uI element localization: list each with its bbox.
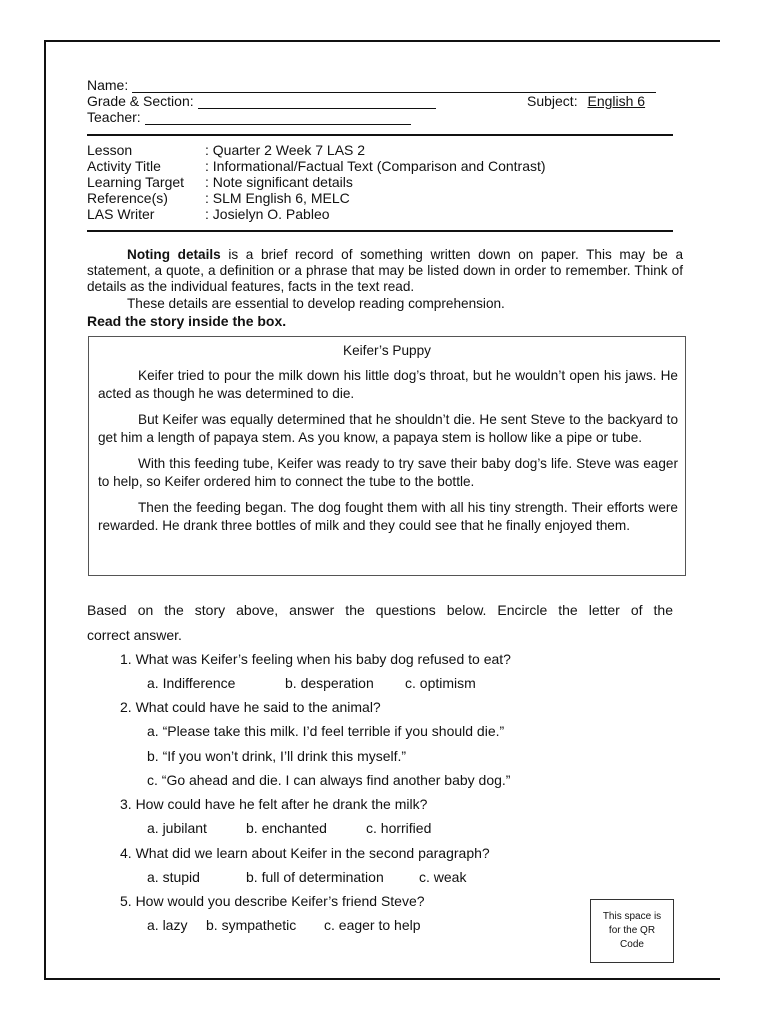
meta-row-references: Reference(s) : SLM English 6, MELC — [87, 190, 350, 206]
q3-option-c[interactable]: c. horrified — [366, 820, 432, 836]
name-label: Name: — [87, 77, 129, 93]
lesson-meta — [87, 142, 546, 222]
question-2: 2. What could have he said to the animal? — [120, 699, 381, 715]
story-paragraph: Then the feeding began. The dog fought them with all his tiny strength. Their efforts were rewarded. He drank three bottles of milk and they could see that he finally enjoyed them. — [98, 500, 678, 533]
qr-text-line: This space is — [602, 911, 662, 922]
intro-paragraph-2: These details are essential to develop reading comprehension. — [127, 295, 505, 311]
teacher-field — [87, 109, 411, 125]
question-4: 4. What did we learn about Keifer in the second paragraph? — [120, 845, 490, 861]
header-divider — [87, 134, 673, 136]
q5-option-a[interactable]: a. lazy — [147, 917, 188, 933]
qr-code-placeholder — [590, 899, 674, 963]
intro-term: Noting details — [127, 247, 221, 262]
question-3: 3. How could have he felt after he drank the milk? — [120, 796, 428, 812]
name-blank[interactable] — [132, 78, 656, 93]
question-1: 1. What was Keifer’s feeling when his baby dog refused to eat? — [120, 651, 511, 667]
page-border-top — [44, 40, 720, 42]
q3-option-a[interactable]: a. jubilant — [147, 820, 207, 836]
q2-option-b[interactable]: b. “If you won’t drink, I’ll drink this myself.” — [147, 748, 407, 764]
q2-option-c[interactable]: c. “Go ahead and die. I can always find another baby dog.” — [147, 772, 511, 788]
grade-section-field — [87, 93, 436, 109]
story-instruction: Read the story inside the box. — [87, 312, 287, 329]
qr-text-line: for the QR — [608, 925, 656, 936]
teacher-blank[interactable] — [145, 110, 411, 125]
subject-value: English 6 — [587, 93, 646, 109]
story-title: Keifer’s Puppy — [343, 343, 431, 358]
meta-row-activity-title: Activity Title : Informational/Factual Text (Comparison and Contrast) — [87, 158, 546, 174]
q4-option-a[interactable]: a. stupid — [147, 869, 200, 885]
question-5: 5. How would you describe Keifer’s friend Steve? — [120, 893, 425, 909]
intro-section — [87, 247, 683, 329]
page-border-left — [44, 40, 46, 980]
story-paragraph: With this feeding tube, Keifer was ready to try save their baby dog’s life. Steve was eager to help, so Keifer ordered him to connect the tube to the bottle. — [98, 456, 678, 489]
meta-row-learning-target: Learning Target : Note significant details — [87, 174, 353, 190]
q1-option-c[interactable]: c. optimism — [405, 675, 476, 691]
page-border-bottom — [44, 978, 720, 980]
name-field — [87, 77, 656, 93]
intro-paragraph: Noting details is a brief record of something written down on paper. This may be a statement, a quote, a definition or a phrase that may be listed down in order to remember. Think of details as the individual features, facts in the text read. — [87, 247, 684, 295]
subject-label: Subject: — [527, 93, 578, 109]
grade-section-blank[interactable] — [198, 94, 436, 109]
q5-option-c[interactable]: c. eager to help — [324, 917, 421, 933]
q3-option-b[interactable]: b. enchanted — [246, 820, 327, 836]
teacher-label: Teacher: — [87, 109, 141, 125]
q4-option-c[interactable]: c. weak — [419, 869, 467, 885]
story-box — [88, 336, 686, 576]
meta-row-lesson: Lesson : Quarter 2 Week 7 LAS 2 — [87, 142, 366, 158]
qr-text-line: Code — [620, 939, 644, 950]
questions-instructions: Based on the story above, answer the questions below. Encircle the letter of the — [87, 602, 673, 618]
story-paragraph: But Keifer was equally determined that he shouldn’t die. He sent Steve to the backyard to get him a length of papaya stem. As you know, a papaya stem is hollow like a pipe or tube. — [98, 412, 678, 445]
meta-row-las-writer: LAS Writer : Josielyn O. Pableo — [87, 206, 330, 222]
meta-divider — [87, 230, 673, 232]
subject-field — [527, 93, 645, 109]
grade-section-label: Grade & Section: — [87, 93, 194, 109]
q4-option-b[interactable]: b. full of determination — [246, 869, 384, 885]
story-text — [98, 367, 678, 543]
q1-option-a[interactable]: a. Indifference — [147, 675, 236, 691]
q1-option-b[interactable]: b. desperation — [285, 675, 374, 691]
q2-option-a[interactable]: a. “Please take this milk. I’d feel terrible if you should die.” — [147, 723, 505, 739]
story-paragraph: Keifer tried to pour the milk down his little dog’s throat, but he wouldn’t open his jaws. He acted as though he was determined to die. — [98, 368, 678, 401]
questions-instructions-2: correct answer. — [87, 627, 182, 643]
q5-option-b[interactable]: b. sympathetic — [206, 917, 297, 933]
